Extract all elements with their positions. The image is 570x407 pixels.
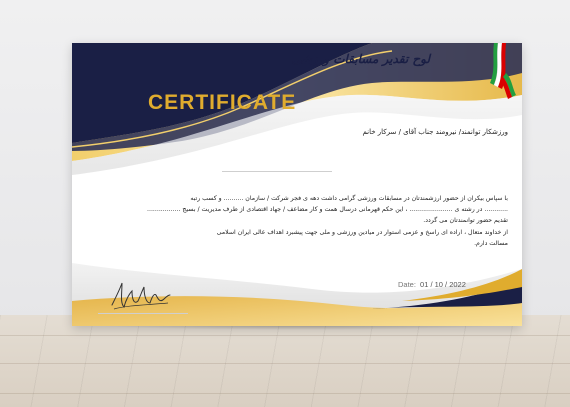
iran-flag-ribbon-icon bbox=[482, 43, 522, 103]
signature-line bbox=[98, 313, 188, 314]
header-title: لوح تقدیر مسابقات ورزشی bbox=[291, 52, 430, 66]
certificate-card bbox=[72, 43, 522, 326]
recipient-line: ورزشکار توانمند/ نیرومند جناب آقای / سرکار خانم bbox=[362, 128, 508, 136]
date-value: 01 / 10 / 2022 bbox=[420, 280, 466, 289]
date-field bbox=[398, 280, 466, 289]
body-line-5: مسالت دارم. bbox=[474, 239, 508, 247]
body-line-1: با سپاس بیکران از حضور ارزشمندتان در مسابقات ورزشی گرامی داشت دهه ی فجر شرکت / سازمان .......... و کسب رتبه bbox=[190, 195, 508, 202]
recipient-name-line bbox=[222, 171, 332, 172]
body-line-2: ............ در رشته ی ...................... ، این حکم قهرمانی درسال همت و کار مضاعف / جهاد اقتصادی از طرف مدیریت / بسیج ................. bbox=[147, 206, 508, 214]
certificate-title: CERTIFICATE bbox=[148, 91, 297, 114]
certificate-body bbox=[100, 193, 508, 249]
body-line-4: از خداوند متعال ، اراده ای راسخ و عزمی استوار در میادین ورزشی و ملی جهت پیشبرد اهداف عالی ایران اسلامی bbox=[216, 228, 508, 236]
signature-icon bbox=[108, 279, 172, 313]
date-label: Date: bbox=[398, 280, 416, 289]
body-line-3: تقدیم حضور توانمندتان می گردد. bbox=[423, 217, 508, 225]
